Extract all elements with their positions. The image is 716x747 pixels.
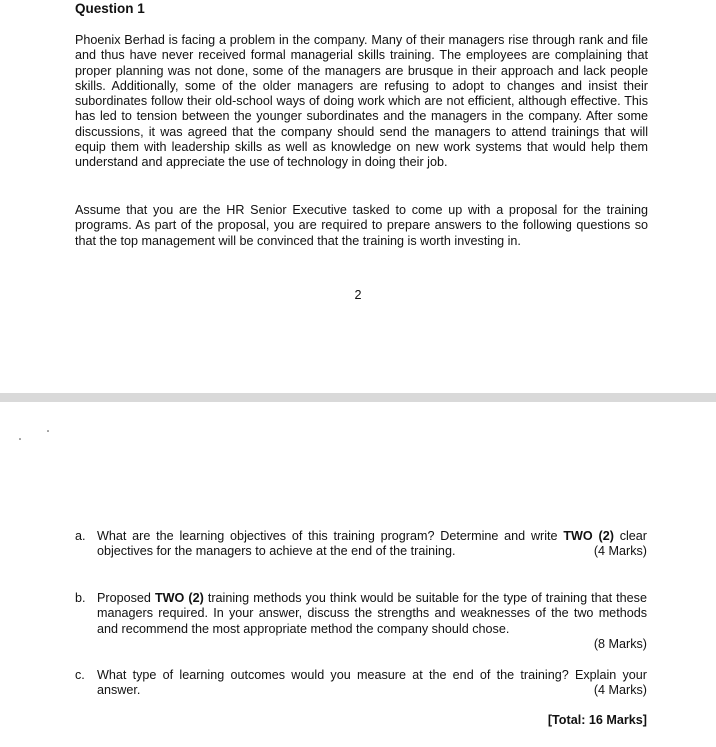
question-c: [75, 668, 647, 699]
question-c-letter: c.: [75, 668, 85, 682]
case-paragraph: Phoenix Berhad is facing a problem in the company. Many of their managers rise through rank and file and thus have never received formal managerial skills training. The employees are complaining that proper planning was not done, some of the managers are brusque in their approach and lack people skills. Additionally, some of the older managers are refusing to adopt to changes and insist their subordinates follow their old-school ways of doing work which are not efficient, although effective. This has led to tension between the younger subordinates and the managers in the company. After some discussions, it was agreed that the company should send the managers to attend trainings that will equip them with leadership skills as well as knowledge on new work systems that would help them understand and appreciate the use of technology in doing their job.: [75, 33, 648, 170]
question-b-text-start: Proposed: [97, 591, 155, 605]
total-marks: [Total: 16 Marks]: [547, 713, 647, 727]
question-a-emphasis: TWO (2): [563, 529, 614, 543]
question-a-letter: a.: [75, 529, 86, 543]
scan-speck: [19, 438, 21, 440]
question-b-marks: (8 Marks): [593, 636, 647, 651]
question-a: [75, 529, 647, 560]
question-c-text: What type of learning outcomes would you measure at the end of the training? Explain your answer.: [97, 668, 647, 698]
question-a-text-end: clear objectives for the managers to achieve at the end of the training.: [97, 529, 647, 559]
question-heading: Question 1: [75, 1, 145, 16]
question-b: [75, 591, 647, 652]
page-number: 2: [354, 288, 362, 302]
question-a-text-start: What are the learning objectives of this training program? Determine and write: [97, 529, 564, 543]
question-b-emphasis: TWO (2): [154, 591, 204, 605]
task-paragraph: Assume that you are the HR Senior Executive tasked to come up with a proposal for the training programs. As part of the proposal, you are required to prepare answers to the following questions so that the top management will be convinced that the training is worth investing in.: [75, 203, 648, 248]
scan-speck: [47, 430, 49, 432]
page-separator: [0, 393, 716, 402]
question-b-letter: b.: [75, 591, 86, 605]
question-b-text-end: training methods you think would be suitable for the type of training that these managers required. In your answer, discuss the strengths and weaknesses of the two methods and recommend the most appropriate method the company should chose.: [97, 591, 647, 636]
question-a-marks: (4 Marks): [593, 544, 647, 559]
question-c-marks: (4 Marks): [593, 683, 647, 698]
